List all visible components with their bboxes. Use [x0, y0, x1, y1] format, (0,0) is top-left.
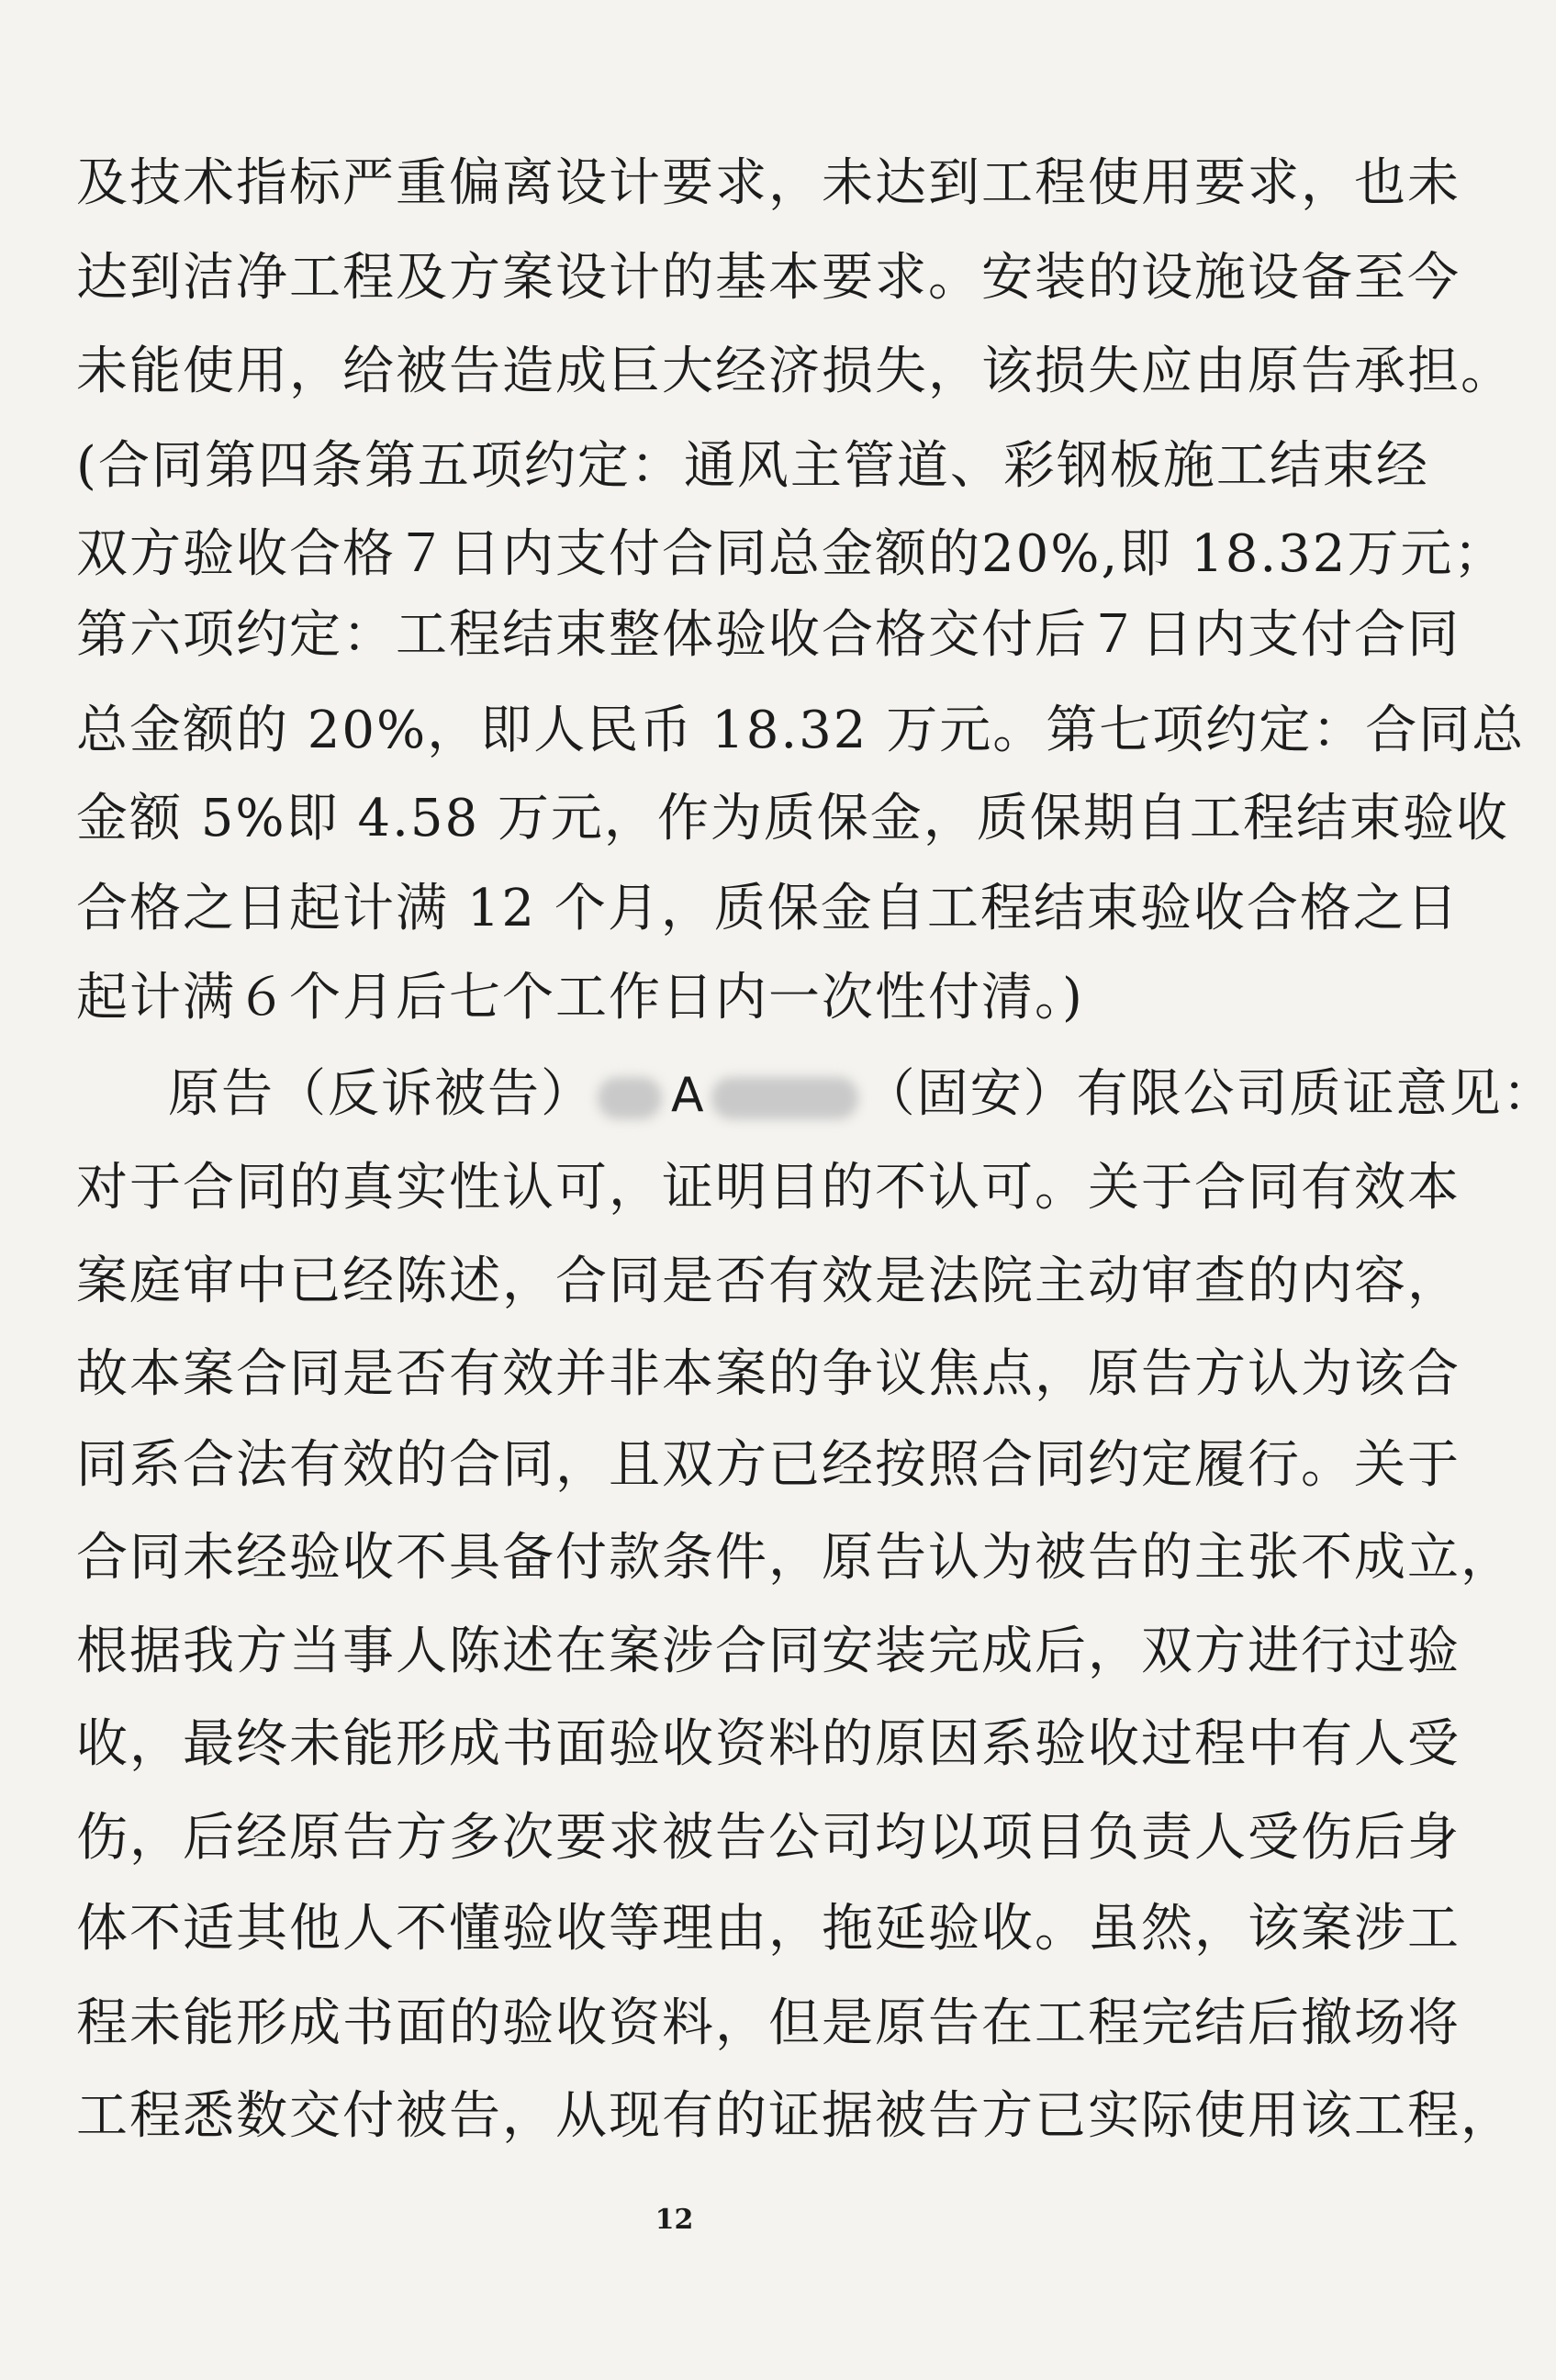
company-letter: A: [671, 1068, 706, 1123]
text-line: 故本案合同是否有效并非本案的争议焦点，原告方认为该合: [76, 1344, 1461, 1404]
redaction-blur: [598, 1077, 662, 1119]
text-line: 同系合法有效的合同，且双方已经按照合同约定履行。关于: [76, 1435, 1461, 1495]
text-line: 第六项约定：工程结束整体验收合格交付后７日内支付合同: [76, 605, 1461, 665]
party-label: 原告（反诉被告）: [168, 1064, 594, 1124]
text-line: (合同第四条第五项约定：通风主管道、彩钢板施工结束经: [76, 436, 1429, 496]
text-line: 程未能形成书面的验收资料，但是原告在工程完结后撤场将: [76, 1993, 1461, 2053]
text-line: 起计满６个月后七个工作日内一次性付清。): [76, 968, 1084, 1027]
text-line: 合同未经验收不具备付款条件，原告认为被告的主张不成立，: [76, 1528, 1514, 1588]
text-line: 根据我方当事人陈述在案涉合同安装完成后，双方进行过验: [76, 1622, 1461, 1681]
text-line: 及技术指标严重偏离设计要求，未达到工程使用要求，也未: [76, 153, 1461, 213]
text-line: 工程悉数交付被告，从现有的证据被告方已实际使用该工程，: [76, 2086, 1514, 2146]
text-line: 合格之日起计满 12 个月，质保金自工程结束验收合格之日: [76, 879, 1460, 938]
text-line: 双方验收合格７日内支付合同总金额的20%,即 18.32万元；: [76, 524, 1507, 584]
text-line: 对于合同的真实性认可，证明目的不认可。关于合同有效本: [76, 1158, 1461, 1218]
party-suffix: （固安）有限公司质证意见：: [863, 1064, 1556, 1124]
text-line: 总金额的 20%，即人民币 18.32 万元。第七项约定：合同总: [76, 701, 1526, 760]
text-line: 未能使用，给被告造成巨大经济损失，该损失应由原告承担。: [76, 342, 1514, 401]
text-line: 伤，后经原告方多次要求被告公司均以项目负责人受伤后身: [76, 1808, 1461, 1868]
text-line: 收，最终未能形成书面验收资料的原因系验收过程中有人受: [76, 1714, 1461, 1774]
page-number: 12: [655, 2204, 694, 2236]
text-line: 达到洁净工程及方案设计的基本要求。安装的设施设备至今: [76, 248, 1461, 308]
paragraph-opening: [168, 1064, 1556, 1125]
text-line: 案庭审中已经陈述，合同是否有效是法院主动审查的内容，: [76, 1252, 1461, 1311]
text-line: 金额 5%即 4.58 万元，作为质保金，质保期自工程结束验收: [76, 789, 1509, 848]
redaction-blur: [711, 1077, 858, 1119]
text-line: 体不适其他人不懂验收等理由，拖延验收。虽然，该案涉工: [76, 1899, 1461, 1959]
